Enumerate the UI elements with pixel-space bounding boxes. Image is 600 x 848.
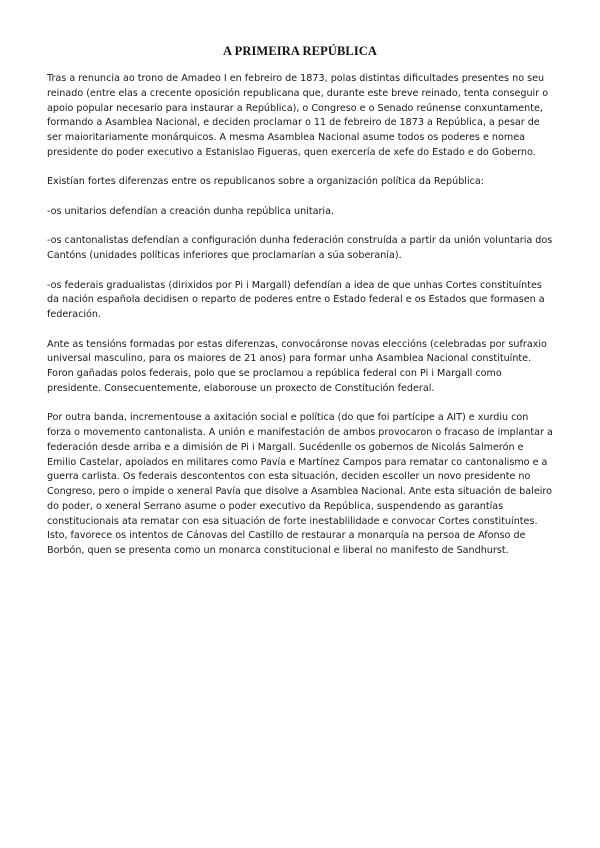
paragraph-eleccions: Ante as tensións formadas por estas diferenzas, convocáronse novas eleccións (celebradas por sufraxio universal masculino, para os maiores de 21 anos) para formar unha Asamblea Nacional constituínte. Foron gañadas polos federais, polo que se proclamou a república federal con Pi i Margall como presidente. Consecuentemente, elaborouse un proxecto de Constitución federal.	[47, 338, 547, 394]
paragraph-intro: Tras a renuncia ao trono de Amadeo I en febreiro de 1873, polas distintas dificultades presentes no seu reinado (entre elas a crecente oposición republicana que, durante este breve reinado, tenta conseguir o apoio popular necesario para instaurar a República), o Congreso e o Senado reúnense conxuntamente, formando a Asamblea Nacional, e deciden proclamar o 11 de febreiro de 1873 a República, a pesar de ser maioritariamente monárquicos. A mesma Asamblea Nacional asume todos os poderes e nomea presidente do poder executivo a Estanislao Figueras, quen exercería de xefe do Estado e do Goberno.	[47, 73, 549, 158]
paragraph-unitarios: -os unitarios defendían a creación dunha república unitaria.	[47, 205, 335, 217]
paragraph-cantonalistas: -os cantonalistas defendían a configuración dunha federación construída a partir da unión voluntaria dos Cantóns (unidades políticas inferiores que proclamarían a súa soberanía).	[47, 235, 553, 261]
paragraph-axitacion: Por outra banda, incrementouse a axitación social e política (do que foi partícipe a AIT) e xurdiu con forza o movemento cantonalista. A unión e manifestación de ambos provocaron o fracaso de implantar a federación desde arriba e a dimisión de Pi i Margall. Sucédenlle os gobernos de Nicolás Salmerón e Emilio Castelar, apoiados en militares como Pavía e Martínez Campos para rematar co cantonalismo e a guerra carlista. Os federais descontentos con esta situación, deciden escoller un novo presidente no Congreso, pero o impide o xeneral Pavía que disolve a Asamblea Nacional. Ante esta situación de baleiro do poder, o xeneral Serrano asume o poder executivo da República, suspendendo as garantías constitucionais ata rematar con esa situación de forte inestablilidade e convocar Cortes constituíntes. Isto, favorece os intentos de Cánovas del Castillo de restaurar a monarquía na persoa de Afonso de Borbón, quen se presenta como un monarca constitucional e liberal no manifesto de Sandhurst.	[47, 412, 553, 556]
paragraph-federais: -os federais gradualistas (dirixidos por Pi i Margall) defendían a idea de que unhas Cortes constituíntes da nación española decidisen o reparto de poderes entre o Estado federal e os Estados que formasen a federación.	[47, 279, 545, 320]
document-body	[47, 72, 555, 574]
document-title: A PRIMEIRA REPÚBLICA	[222, 44, 378, 58]
paragraph-differences: Existían fortes diferenzas entre os republicanos sobre a organización política da República:	[47, 176, 485, 188]
